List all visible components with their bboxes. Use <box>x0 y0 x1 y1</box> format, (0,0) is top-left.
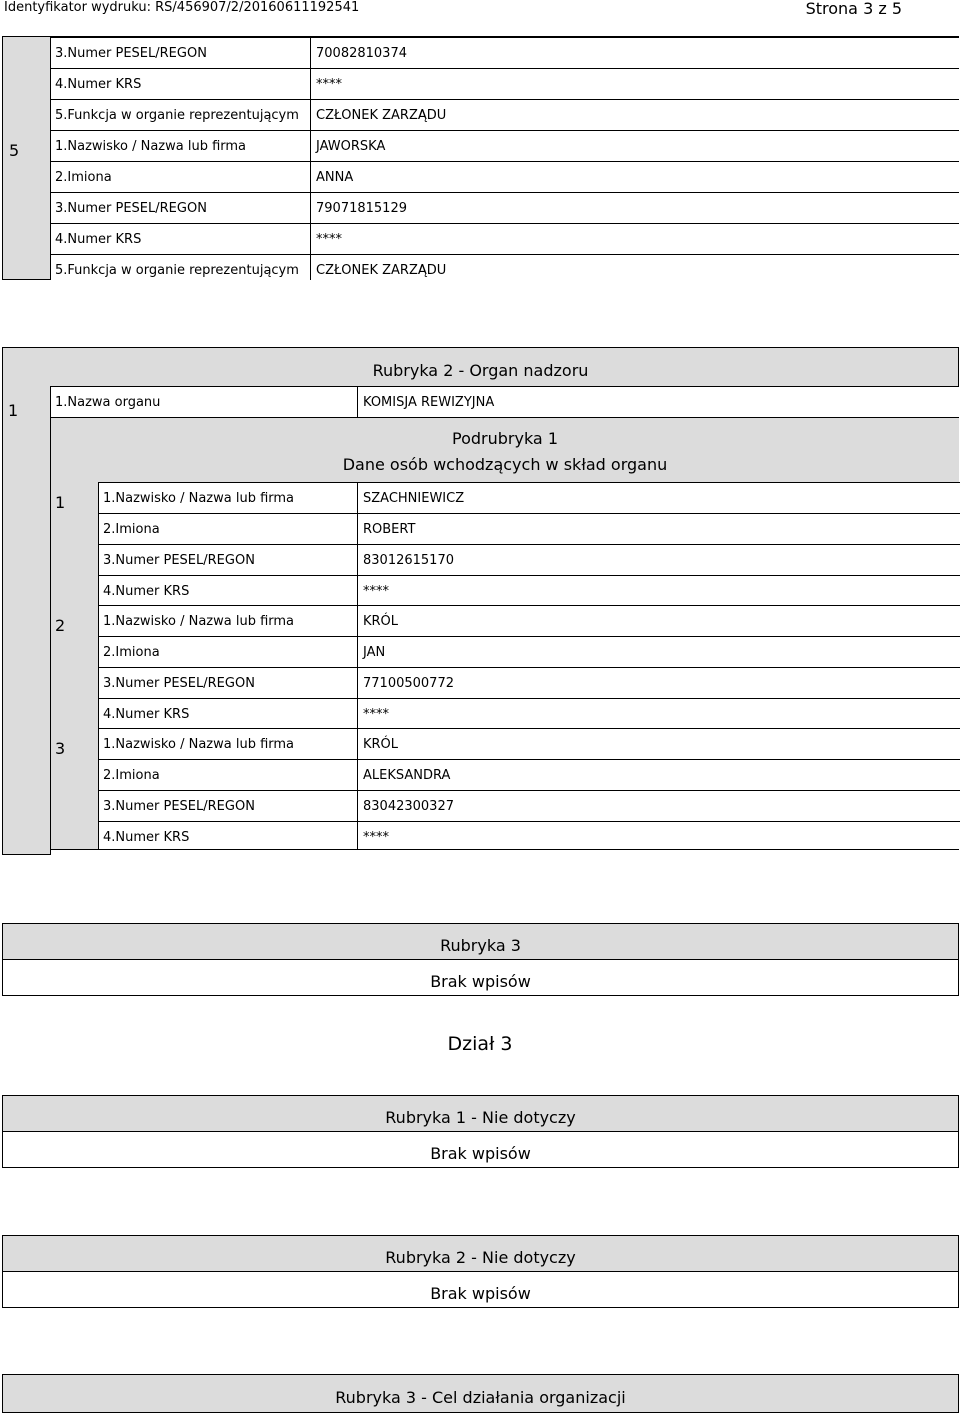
table-row: 2.Imiona ROBERT <box>98 513 960 544</box>
representation-block <box>2 36 959 280</box>
table-row: 3.Numer PESEL/REGON 79071815129 <box>50 192 959 223</box>
table-row: 4.Numer KRS **** <box>50 68 959 99</box>
table-row: 3.Numer PESEL/REGON 70082810374 <box>50 37 959 68</box>
entry-number-5: 5 <box>9 141 20 160</box>
page-number: Strona 3 z 5 <box>805 0 902 18</box>
podrubryka-1 <box>50 417 959 855</box>
table-row: 5.Funkcja w organie reprezentującym CZŁONEK ZARZĄDU <box>50 254 959 280</box>
podrubryka-subtitle: Dane osób wchodzących w skład organu <box>342 455 668 474</box>
table-row: 4.Numer KRS **** <box>50 223 959 254</box>
dzial3-rubryka-2-header: Rubryka 2 - Nie dotyczy <box>2 1235 959 1272</box>
table-row: 1.Nazwisko / Nazwa lub firma KRÓL <box>98 605 960 636</box>
print-identifier: Identyfikator wydruku: RS/456907/2/20160611192541 <box>4 0 360 15</box>
table-row: 1.Nazwisko / Nazwa lub firma JAWORSKA <box>50 130 959 161</box>
rubryka-3-header: Rubryka 3 <box>2 923 959 960</box>
table-row: 2.Imiona ALEKSANDRA <box>98 759 960 790</box>
table-row: 2.Imiona ANNA <box>50 161 959 192</box>
dzial3-rubryka-1-header: Rubryka 1 - Nie dotyczy <box>2 1095 959 1132</box>
table-row: 2.Imiona JAN <box>98 636 960 667</box>
table-row: 4.Numer KRS **** <box>98 821 960 849</box>
empty-entries: Brak wpisów <box>2 1271 959 1308</box>
empty-entries: Brak wpisów <box>2 1131 959 1168</box>
table-row: 3.Numer PESEL/REGON 83012615170 <box>98 544 960 575</box>
section-title-dzial-3: Dział 3 <box>447 1033 513 1055</box>
person-number: 2 <box>55 616 66 635</box>
section-title: Rubryka 2 - Organ nadzoru <box>372 361 589 380</box>
entry-number: 1 <box>8 401 19 420</box>
podrubryka-title: Podrubryka 1 <box>452 429 558 448</box>
table-row: 4.Numer KRS **** <box>98 698 960 729</box>
table-row: 1.Nazwisko / Nazwa lub firma KRÓL <box>98 728 960 759</box>
person-number: 1 <box>55 493 66 512</box>
empty-entries: Brak wpisów <box>2 959 959 996</box>
table-row: 3.Numer PESEL/REGON 83042300327 <box>98 790 960 821</box>
table-bottom-strip <box>51 849 959 856</box>
rubryka-2-organ-nadzoru <box>2 347 959 855</box>
person-number: 3 <box>55 739 66 758</box>
table-row: 5.Funkcja w organie reprezentującym CZŁONEK ZARZĄDU <box>50 99 959 130</box>
table-row: 1.Nazwisko / Nazwa lub firma SZACHNIEWICZ <box>98 482 960 513</box>
dzial3-rubryka-3-header: Rubryka 3 - Cel działania organizacji <box>2 1374 959 1413</box>
organ-name-row: 1.Nazwa organu KOMISJA REWIZYJNA <box>50 386 959 417</box>
table-row: 3.Numer PESEL/REGON 77100500772 <box>98 667 960 698</box>
table-row: 4.Numer KRS **** <box>98 575 960 606</box>
